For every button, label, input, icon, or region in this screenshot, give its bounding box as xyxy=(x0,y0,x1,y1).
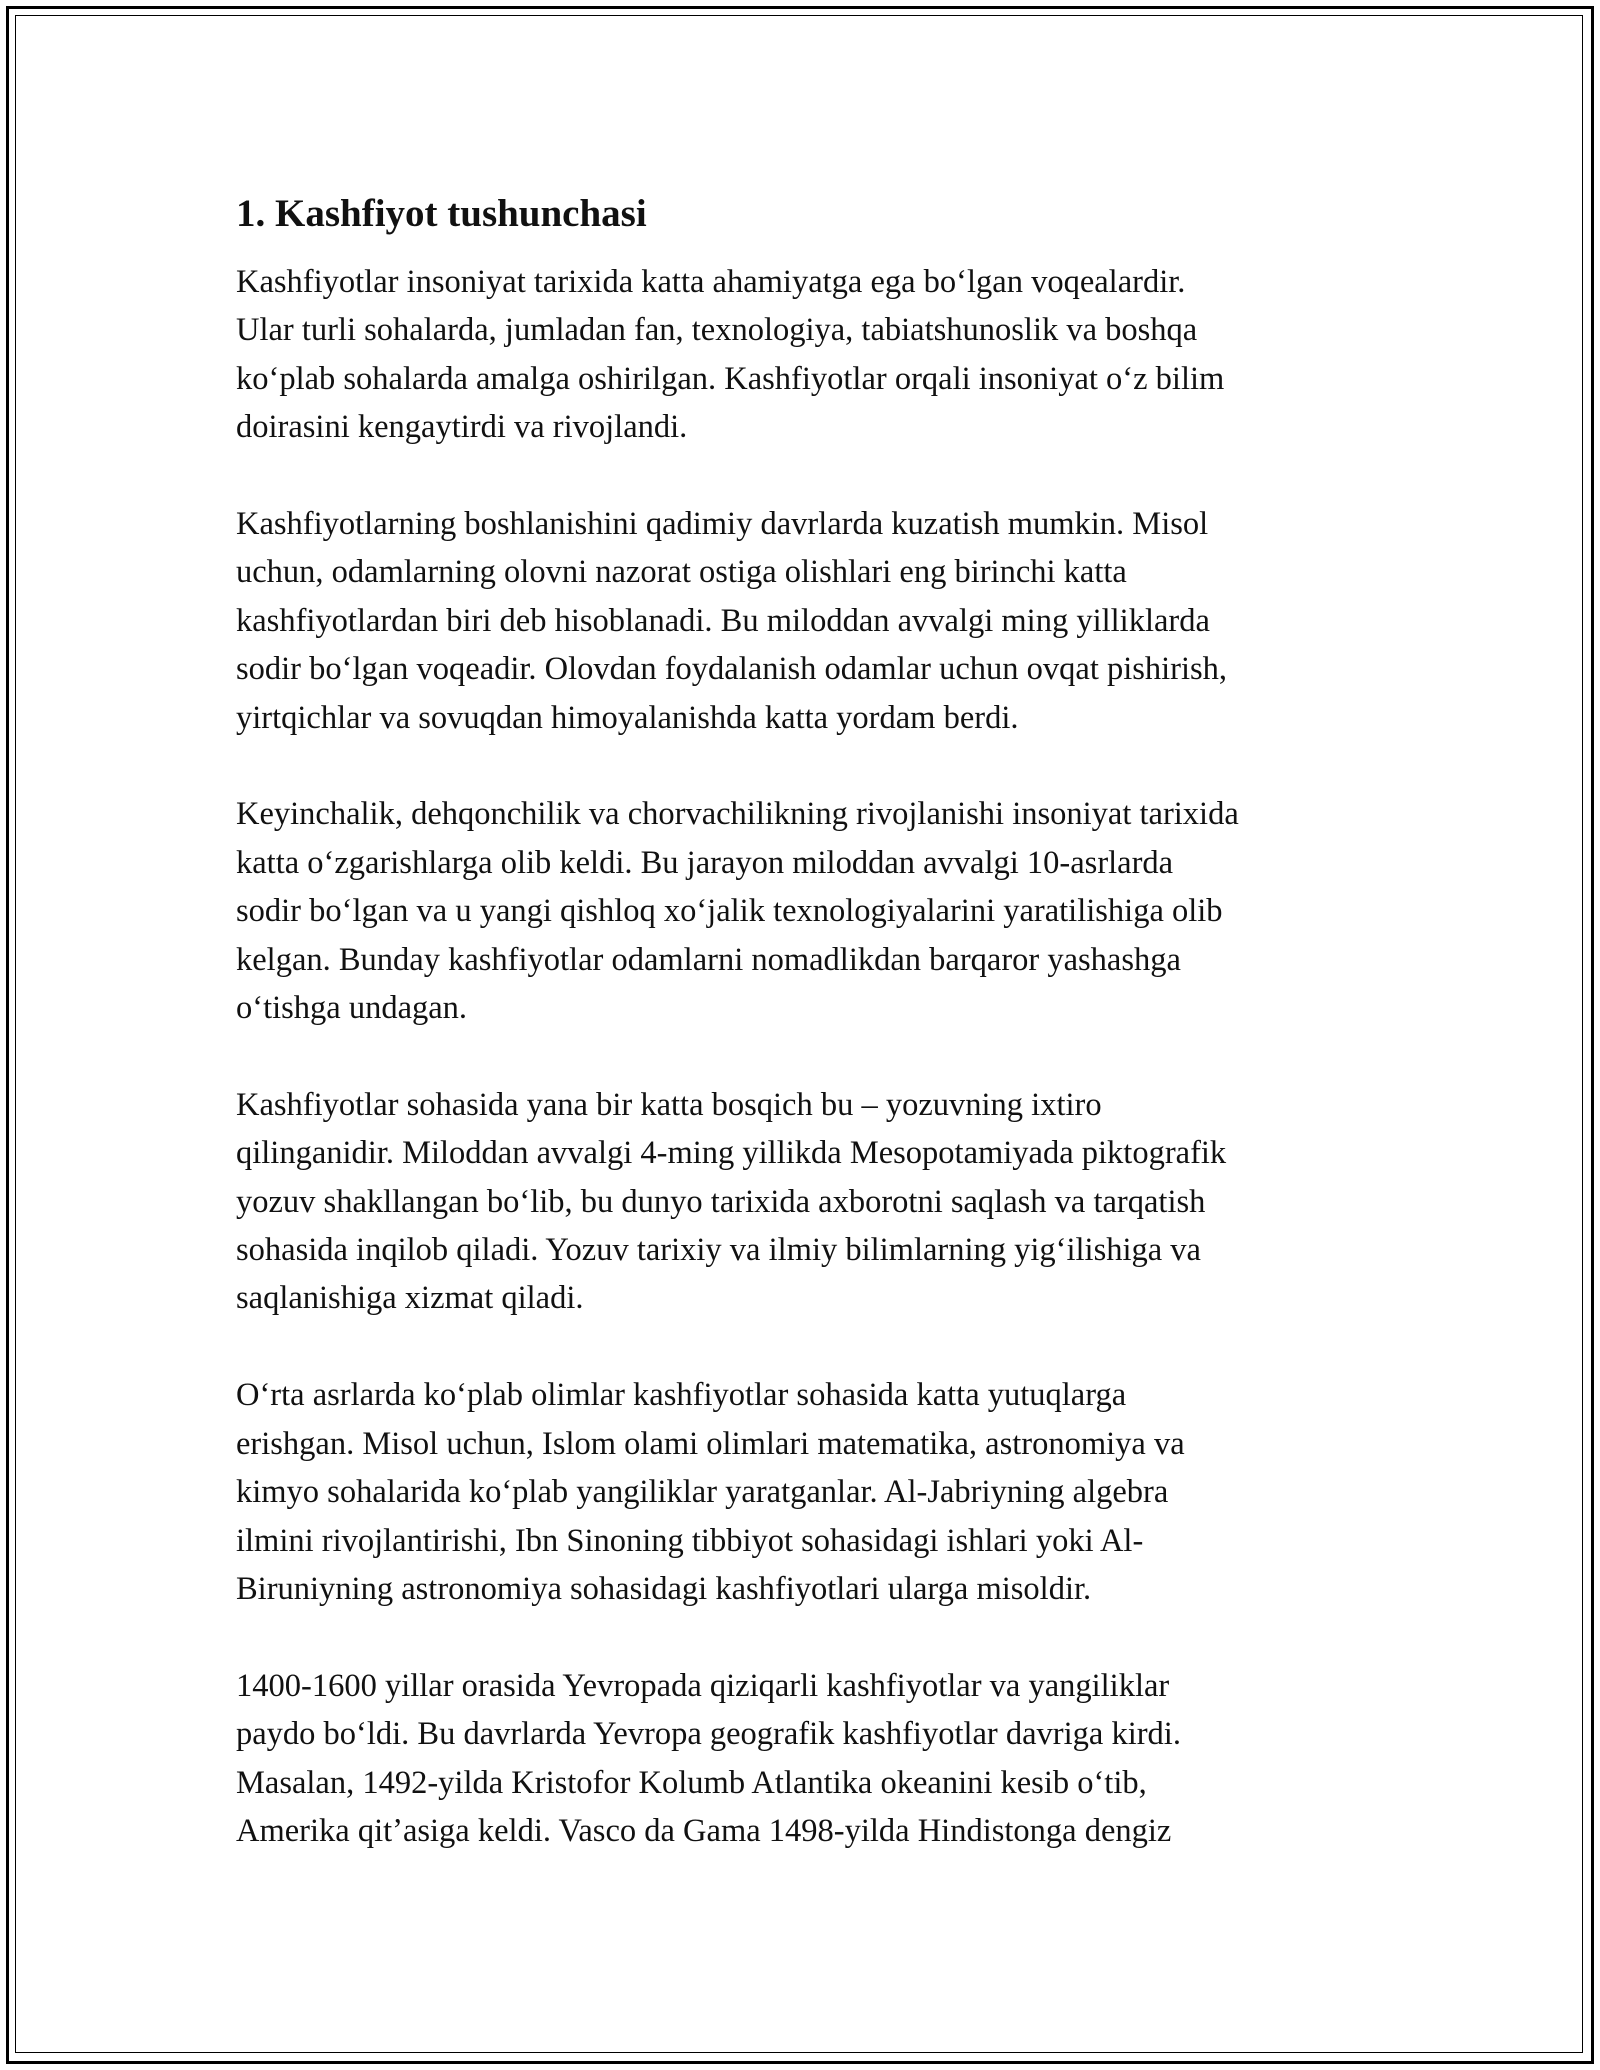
text-line: Ular turli sohalarda, jumladan fan, texnologiya, tabiatshunoslik va boshqa xyxy=(236,312,1198,349)
text-line: yirtqichlar va sovuqdan himoyalanishda katta yordam berdi. xyxy=(236,699,1019,736)
section-heading: 1. Kashfiyot tushunchasi xyxy=(236,192,647,235)
text-line: sohasida inqilob qiladi. Yozuv tarixiy va ilmiy bilimlarning yigʻilishiga va xyxy=(236,1232,1201,1269)
text-line: Kashfiyotlar sohasida yana bir katta bosqich bu – yozuvning ixtiro xyxy=(236,1086,1102,1123)
paragraph xyxy=(236,1081,1386,1323)
paragraph xyxy=(236,1662,1386,1856)
text-line: katta oʻzgarishlarga olib keldi. Bu jarayon miloddan avvalgi 10-asrlarda xyxy=(236,844,1174,881)
paragraph xyxy=(236,500,1386,742)
text-line: Kashfiyotlarning boshlanishini qadimiy davrlarda kuzatish mumkin. Misol xyxy=(236,506,1209,543)
text-line: Masalan, 1492-yilda Kristofor Kolumb Atlantika okeanini kesib oʻtib, xyxy=(236,1764,1147,1801)
text-line: uchun, odamlarning olovni nazorat ostiga olishlari eng birinchi katta xyxy=(236,554,1127,591)
text-line: koʻplab sohalarda amalga oshirilgan. Kashfiyotlar orqali insoniyat oʻz bilim xyxy=(236,360,1225,397)
text-line: kashfiyotlardan biri deb hisoblanadi. Bu miloddan avvalgi ming yilliklarda xyxy=(236,602,1210,639)
text-line: Keyinchalik, dehqonchilik va chorvachilikning rivojlanishi insoniyat tarixida xyxy=(236,796,1239,833)
text-line: Kashfiyotlar insoniyat tarixida katta ahamiyatga ega boʻlgan voqealardir. xyxy=(236,264,1186,300)
text-line: qilinganidir. Miloddan avvalgi 4-ming yillikda Mesopotamiyada piktografik xyxy=(236,1135,1227,1172)
text-line: paydo boʻldi. Bu davrlarda Yevropa geografik kashfiyotlar davriga kirdi. xyxy=(236,1716,1181,1753)
text-line: doirasini kengaytirdi va rivojlandi. xyxy=(236,409,688,446)
text-line: sodir boʻlgan voqeadir. Olovdan foydalanish odamlar uchun ovqat pishirish, xyxy=(236,651,1228,688)
text-line: yozuv shakllangan boʻlib, bu dunyo tarixida axborotni saqlash va tarqatish xyxy=(236,1183,1206,1220)
text-line: Oʻrta asrlarda koʻplab olimlar kashfiyotlar sohasida katta yutuqlarga xyxy=(236,1377,1127,1414)
text-line: Amerika qitʼasiga keldi. Vasco da Gama 1498-yilda Hindistonga dengiz xyxy=(236,1812,1172,1849)
text-line: 1400-1600 yillar orasida Yevropada qiziqarli kashfiyotlar va yangiliklar xyxy=(236,1667,1170,1704)
text-line: ilmini rivojlantirishi, Ibn Sinoning tibbiyot sohasidagi ishlari yoki Al- xyxy=(236,1522,1144,1559)
text-line: Biruniyning astronomiya sohasidagi kashfiyotlari ularga misoldir. xyxy=(236,1570,1092,1607)
text-line: sodir boʻlgan va u yangi qishloq xoʻjalik texnologiyalarini yaratilishiga olib xyxy=(236,893,1223,930)
text-line: kimyo sohalarida koʻplab yangiliklar yaratganlar. Al-Jabriyning algebra xyxy=(236,1474,1169,1511)
paragraph xyxy=(236,790,1386,1032)
paragraph xyxy=(236,258,1386,452)
text-line: erishgan. Misol uchun, Islom olami olimlari matematika, astronomiya va xyxy=(236,1425,1185,1462)
text-line: saqlanishiga xizmat qiladi. xyxy=(236,1280,584,1317)
text-line: kelgan. Bunday kashfiyotlar odamlarni nomadlikdan barqaror yashashga xyxy=(236,941,1181,978)
paragraph xyxy=(236,1371,1386,1613)
document-body xyxy=(236,180,1386,1904)
text-line: oʻtishga undagan. xyxy=(236,990,468,1027)
